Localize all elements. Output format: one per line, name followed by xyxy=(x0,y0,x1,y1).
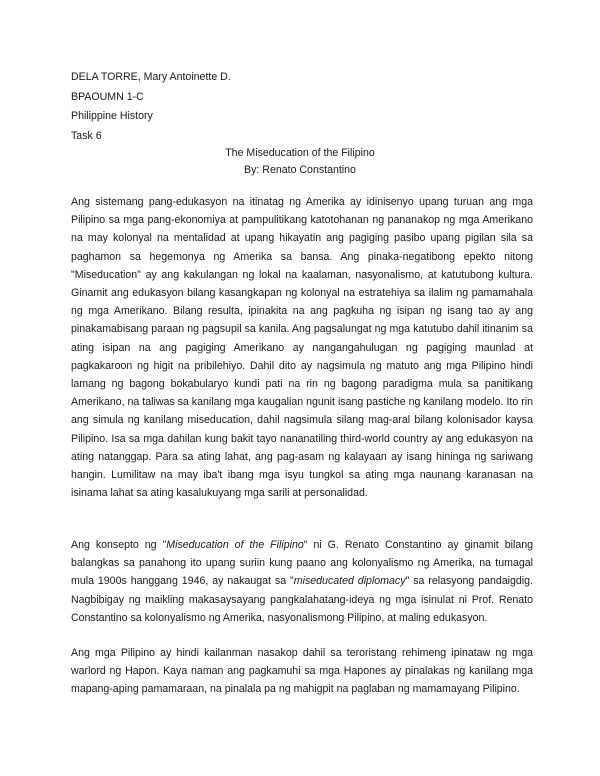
title-block xyxy=(0,145,600,179)
paragraph-2-text-c: " sa relasyong pandaigdig. Nagbibigay ng maikling makasaysayang pangkalahatang-ideya ng mga isinulat ni Prof. Renato Constantino sa kolonyalismo ng Amerika, nasyonalismong Pilipino, at maling edukasyon. xyxy=(71,575,533,624)
document-byline: By: Renato Constantino xyxy=(244,164,356,176)
book-title-italic: Miseducation of the Filipino xyxy=(166,539,304,551)
student-section: BPAOUMN 1-C xyxy=(71,90,144,103)
paragraph-2 xyxy=(71,536,533,627)
task-label: Task 6 xyxy=(71,129,102,142)
paragraph-3: Ang mga Pilipino ay hindi kailanman nasakop dahil sa teroristang rehimeng ipinataw ng mga warlord ng Hapon. Kaya naman ang pagkamuhi sa mga Hapones ay pinalakas ng kanilang mga mapang-aping pamamaraan, na pinalala pa ng mahigpit na paglaban ng mamamayang Pilipino. xyxy=(71,647,533,696)
student-name: DELA TORRE, Mary Antoinette D. xyxy=(71,71,231,83)
paragraph-1: Ang sistemang pang-edukasyon na itinatag ng Amerika ay idinisenyo upang turuan ang mga Pilipino sa mga pang-ekonomiya at pampulitikang katotohanan ng pananakop ng mga Amerikano na may kolonyal na mentalidad at upang hikayatin ang pagiging pasibo upang pigilan sila sa paghamon sa hegemonya ng Amerika sa bansa. Ang pinaka-negatibong epekto nitong "Miseducation" ay ang kakulangan ng lokal na kaalaman, nasyonalismo, at katutubong kultura. Ginamit ang edukasyon bilang kasangkapan ng kolonyal na estratehiya sa ilalim ng pamamahala ng mga Amerikano. Bilang resulta, ipinakita na ang pagkuha ng isipan ng isang tao ay ang pinakamabisang paraan ng pagsupil sa kanila. Ang pagsalungat ng mga katutubo dahil itinanim sa ating isipan na ang pagiging Amerikano ay nangangahulugan ng pagiging maunlad at pagkakaroon ng higit na pribilehiyo. Dahil dito ay nagsimula ng matuto ang mga Pilipino hindi lamang ng bagong bokabularyo kundi pati na rin ng bagong paradigma mula sa panitikang Amerikano, na taliwas sa kanilang mga kaugalian ngunit isang pastiche ng kanilang modelo. Ito rin ang simula ng kanilang miseducation, dahil nagsimula silang mag-aral bilang kolonisador kaysa Pilipino. Isa sa mga dahilan kung bakit tayo nananatiling third-world country ay ang edukasyon na ating natanggap. Para sa ating lahat, ang pag-asam ng kalayaan ay isang hininga ng sariwang hangin. Lumilitaw na may iba't ibang mga isyu tungkol sa ating mga naunang karanasan na isinama lahat sa ating kasalukuyang mga sarili at personalidad. xyxy=(71,196,533,500)
diplomacy-italic: miseducated diplomacy xyxy=(293,575,406,588)
paragraph-2-text-b: " ni G. Renato Constantino ay ginamit bilang balangkas sa panahong ito upang suriin kung paano ang kolonyalismo ng Amerika, na tumagal mula 1900s hanggang 1946, ay nakaugat sa " xyxy=(71,539,533,588)
document-title: The Miseducation of the Filipino xyxy=(225,147,375,159)
student-header xyxy=(71,68,231,146)
subject-name: Philippine History xyxy=(71,110,153,123)
paragraph-2-text-a: Ang konsepto ng " xyxy=(71,539,167,551)
